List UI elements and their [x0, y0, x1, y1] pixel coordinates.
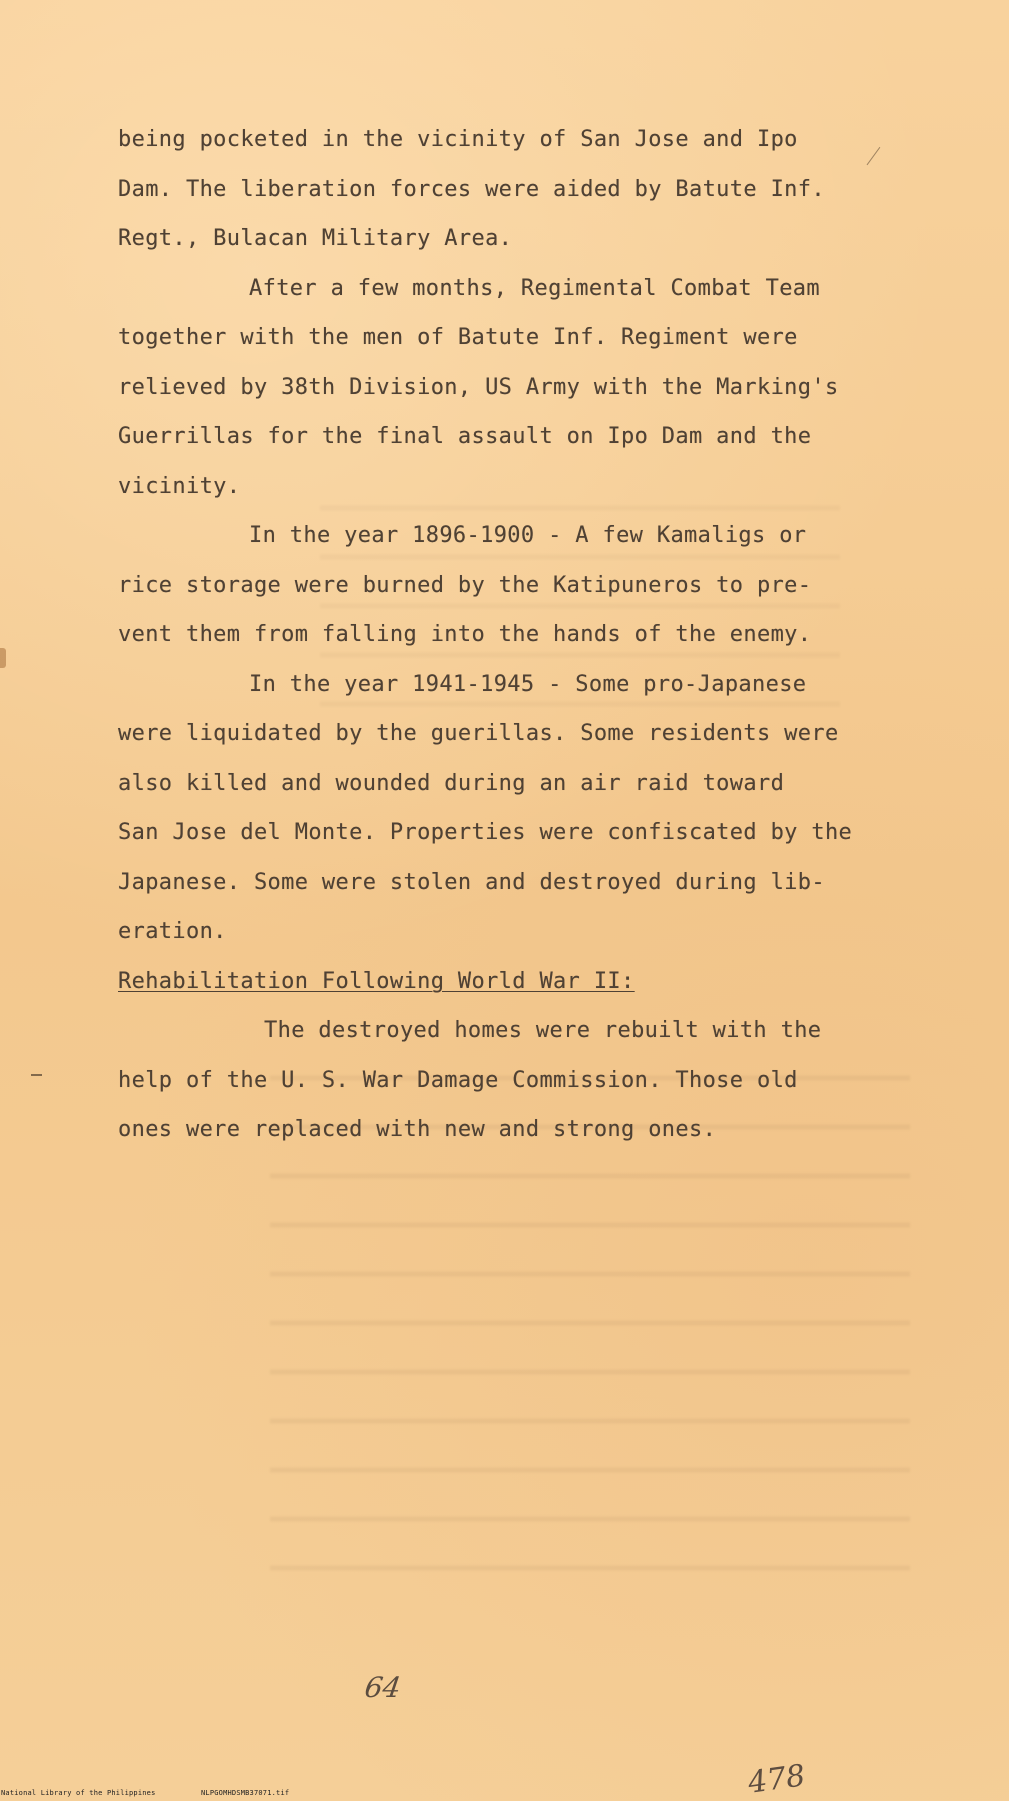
body-line: Japanese. Some were stolen and destroyed during lib-	[118, 869, 825, 895]
footer-file-id: NLPGOMHDSMB37071.tif	[201, 1789, 290, 1797]
handwritten-archive-number: 478	[745, 1758, 808, 1801]
body-line: Guerrillas for the final assault on Ipo Dam and the	[118, 424, 812, 449]
body-line: were liquidated by the guerillas. Some residents were	[118, 721, 839, 746]
body-line: relieved by 38th Division, US Army with the Marking's	[118, 374, 839, 400]
body-line: vicinity.	[118, 473, 241, 499]
body-line: San Jose del Monte. Properties were confiscated by the	[118, 820, 853, 845]
body-line: eration.	[118, 919, 227, 944]
body-line: also killed and wounded during an air raid toward	[118, 770, 785, 796]
body-line: together with the men of Batute Inf. Regiment were	[118, 325, 798, 350]
paragraph-line: After a few months, Regimental Combat Team	[249, 275, 820, 301]
margin-dash-mark	[31, 1074, 42, 1076]
paragraph-line: In the year 1941-1945 - Some pro-Japanese	[249, 671, 807, 697]
paragraph-line: In the year 1896-1900 - A few Kamaligs or	[249, 523, 807, 548]
paper-edge-mark	[0, 648, 6, 668]
document-body	[118, 115, 938, 1155]
body-line: vent them from falling into the hands of the enemy.	[118, 622, 812, 647]
body-line: ones were replaced with new and strong ones.	[118, 1117, 717, 1142]
body-line: Dam. The liberation forces were aided by Batute Inf.	[118, 176, 825, 202]
footer-institution: National Library of the Philippines	[1, 1789, 156, 1797]
section-heading: Rehabilitation Following World War II:	[118, 968, 635, 994]
body-line: being pocketed in the vicinity of San Jose and Ipo	[118, 127, 798, 152]
body-line: rice storage were burned by the Katipuneros to pre-	[118, 572, 812, 598]
handwritten-page-number: 64	[362, 1671, 403, 1704]
body-line: help of the U. S. War Damage Commission. Those old	[118, 1067, 798, 1093]
body-line: Regt., Bulacan Military Area.	[118, 226, 513, 251]
paragraph-line: The destroyed homes were rebuilt with the	[264, 1018, 822, 1043]
